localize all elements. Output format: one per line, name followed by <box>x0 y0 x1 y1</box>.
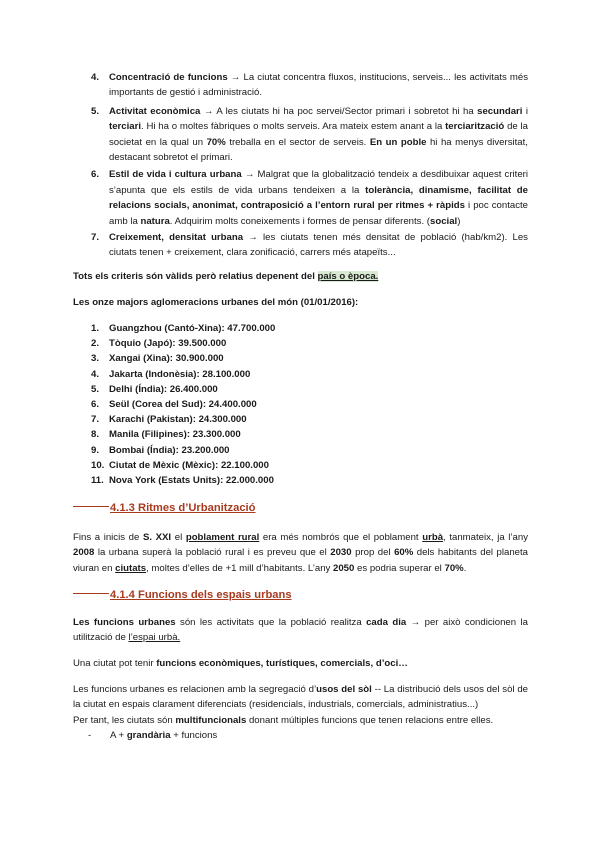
bold-text: 70% <box>444 562 464 574</box>
paragraph-414b <box>73 656 528 671</box>
bold-text: terciari <box>109 121 141 133</box>
item-text: Guangzhou (Cantó-Xina): 47.700.000 <box>109 323 276 334</box>
text: dels habitants del planeta viuran en <box>73 547 529 574</box>
text: , tanmateix, ja l’any <box>443 532 529 543</box>
item-number: 4. <box>91 368 100 380</box>
item-text: Manila (Filipines): 23.300.000 <box>109 429 241 441</box>
item-text: Seül (Corea del Sud): 24.400.000 <box>109 398 257 410</box>
item-number: 6. <box>91 169 100 181</box>
list-item <box>91 351 391 366</box>
bold-text: tolerància, dinamisme, facilitat de relacions socials, anonimat, contraposició a l’entorn rural per ritmes + ràpids <box>109 184 529 212</box>
item-number: 7. <box>91 414 100 426</box>
text: era més nombrós que el poblament <box>262 532 419 543</box>
heading-title: 4.1.3 Ritmes d’Urbanització <box>110 502 256 514</box>
item-number: 1. <box>91 323 100 334</box>
bold-text: 60% <box>394 547 414 559</box>
criteria-note <box>73 269 528 284</box>
item-number: 2. <box>91 338 100 350</box>
item-text: Jakarta (Indonèsia): 28.100.000 <box>109 368 251 380</box>
text: Una ciutat pot tenir <box>73 658 154 669</box>
bold-text: funcions econòmiques, turístiques, comercials, d’oci… <box>156 658 408 669</box>
bold-text: 2008 <box>73 547 95 559</box>
list-item <box>91 473 391 488</box>
item-text: Tòquio (Japó): 39.500.000 <box>109 338 227 350</box>
item-text: Delhi (Índia): 26.400.000 <box>109 383 218 395</box>
paragraph-414a <box>73 615 528 646</box>
bold-text: ciutats <box>115 562 147 574</box>
item-number: 7. <box>91 232 100 244</box>
item-number: 4. <box>91 72 100 83</box>
item-text: de la societat en la qual un <box>109 121 528 148</box>
text: la urbana superà la població rural i es preveu que el <box>97 547 327 559</box>
list-item <box>91 397 391 412</box>
item-text: Bombai (Índia): 23.200.000 <box>109 444 230 456</box>
dash-bullet: - <box>88 730 92 741</box>
text: → per això condicionen la utilització de <box>73 617 528 644</box>
item-title: Estil de vida i cultura urbana <box>109 169 242 181</box>
item-text: i poc contacte amb la <box>109 200 529 227</box>
text: són les activitats que la població realitza <box>180 617 362 628</box>
list-item <box>91 443 391 458</box>
list-item <box>91 70 528 101</box>
bold-text: natura <box>140 215 170 227</box>
item-number: 3. <box>91 353 100 365</box>
list-item <box>91 230 528 261</box>
item-text: → A les ciutats hi ha poc servei/Sector primari i sobretot hi ha <box>203 105 474 117</box>
bold-text: 2050 <box>333 562 355 574</box>
item-number: 5. <box>91 383 100 395</box>
item-title: Creixement, densitat urbana <box>109 232 244 244</box>
list-item <box>91 382 391 397</box>
item-text: . Adquirim molts coneixements i formes de pensar diferents. ( <box>169 215 431 227</box>
item-text: Karachi (Pakistan): 24.300.000 <box>109 414 247 426</box>
underlined-text: l’espai urbà. <box>128 632 181 644</box>
item-text: ) <box>457 215 461 227</box>
item-text: Nova York (Estats Units): 22.000.000 <box>109 474 274 486</box>
item-number: 8. <box>91 429 100 441</box>
list-item <box>91 427 391 442</box>
bold-text: S. XXI <box>142 532 172 543</box>
agglomerations-list <box>91 321 391 488</box>
text: donant múltiples funcions que tenen relacions entre elles. <box>248 714 494 726</box>
list-item <box>91 458 391 473</box>
text: el <box>174 532 183 543</box>
bold-text: Les funcions urbanes <box>73 617 176 628</box>
text: Per tant, les ciutats són <box>73 714 173 726</box>
item-number: 6. <box>91 398 100 410</box>
bold-text: cada dia <box>366 617 407 628</box>
paragraph-414c <box>73 682 528 728</box>
item-text: Ciutat de Mèxic (Mèxic): 22.100.000 <box>109 459 269 471</box>
item-text: hi ha menys diversitat, destacant sobretot el primari. <box>109 136 528 164</box>
list-item <box>91 336 391 351</box>
item-title: Concentració de funcions <box>109 72 228 83</box>
item-number: 11. <box>91 474 104 486</box>
item-text: → La ciutat concentra fluxos, institucions, serveis... les activitats més importants de gestió i administració. <box>109 72 528 99</box>
list-item <box>91 104 528 166</box>
text: + funcions <box>173 730 218 741</box>
text: A + <box>110 730 125 741</box>
item-text: i <box>525 105 529 117</box>
criteria-list <box>91 70 528 261</box>
bullet-item <box>88 728 217 743</box>
item-text: Xangai (Xina): 30.900.000 <box>109 353 224 365</box>
bold-text: En un poble <box>369 136 427 148</box>
item-title: Activitat econòmica <box>109 105 201 117</box>
bold-text: urbà <box>422 532 444 543</box>
bold-text: usos del sòl <box>316 684 372 695</box>
item-number: 9. <box>91 444 100 456</box>
section-heading-414 <box>73 587 292 603</box>
bold-text: terciarització <box>445 121 505 133</box>
item-text: treballa en el sector de serveis. <box>229 136 367 148</box>
item-number: 10. <box>91 459 105 471</box>
item-text: → Malgrat que la globalització tendeix a desdibuixar aquest criteri s’apunta que els estils de vida urbans tendeixen a la <box>109 169 529 196</box>
highlighted-text: país o època. <box>317 271 379 282</box>
text: es podria superar el <box>357 562 442 574</box>
bold-text: 70% <box>206 136 226 148</box>
bold-text: multifuncionals <box>175 714 247 726</box>
list-item <box>91 167 528 229</box>
heading-rule <box>73 593 109 594</box>
heading-rule <box>73 506 109 507</box>
item-text: . Hi ha o moltes fàbriques o molts serveis. Ara mateix estem anant a la <box>141 121 443 133</box>
heading-title: 4.1.4 Funcions dels espais urbans <box>110 589 292 601</box>
text: -- La distribució dels usos del sòl de la ciutat en espais clarament diferenciats (residencials, industrials, comercials, administratius...) <box>73 684 528 711</box>
text: . <box>463 562 467 574</box>
bold-text: secundari <box>477 105 523 117</box>
list-item <box>91 412 391 427</box>
text: , moltes d’elles de +1 mill d’habitants. L’any <box>146 562 331 574</box>
paragraph-413 <box>73 530 528 576</box>
item-text: → les ciutats tenen més densitat de població (hab/km2). Les ciutats tenen + creixement, clara zonificació, carrers més atapeïts... <box>109 232 528 259</box>
bold-text: social <box>430 215 458 227</box>
agglomerations-intro: Les onze majors aglomeracions urbanes del món (01/01/2016): <box>73 297 359 308</box>
text: Les funcions urbanes es relacionen amb la segregació d’ <box>73 684 317 695</box>
bold-text: 2030 <box>330 547 352 559</box>
bold-text: grandària <box>126 730 171 741</box>
text: prop del <box>355 547 391 559</box>
list-item <box>91 367 391 382</box>
note-text: Tots els criteris són vàlids però relatius depenent del <box>73 271 315 282</box>
item-number: 5. <box>91 105 100 117</box>
list-item <box>91 321 391 336</box>
section-heading-413 <box>73 500 255 516</box>
bold-text: poblament rural <box>185 532 260 543</box>
text: Fins a inicis de <box>73 532 140 543</box>
